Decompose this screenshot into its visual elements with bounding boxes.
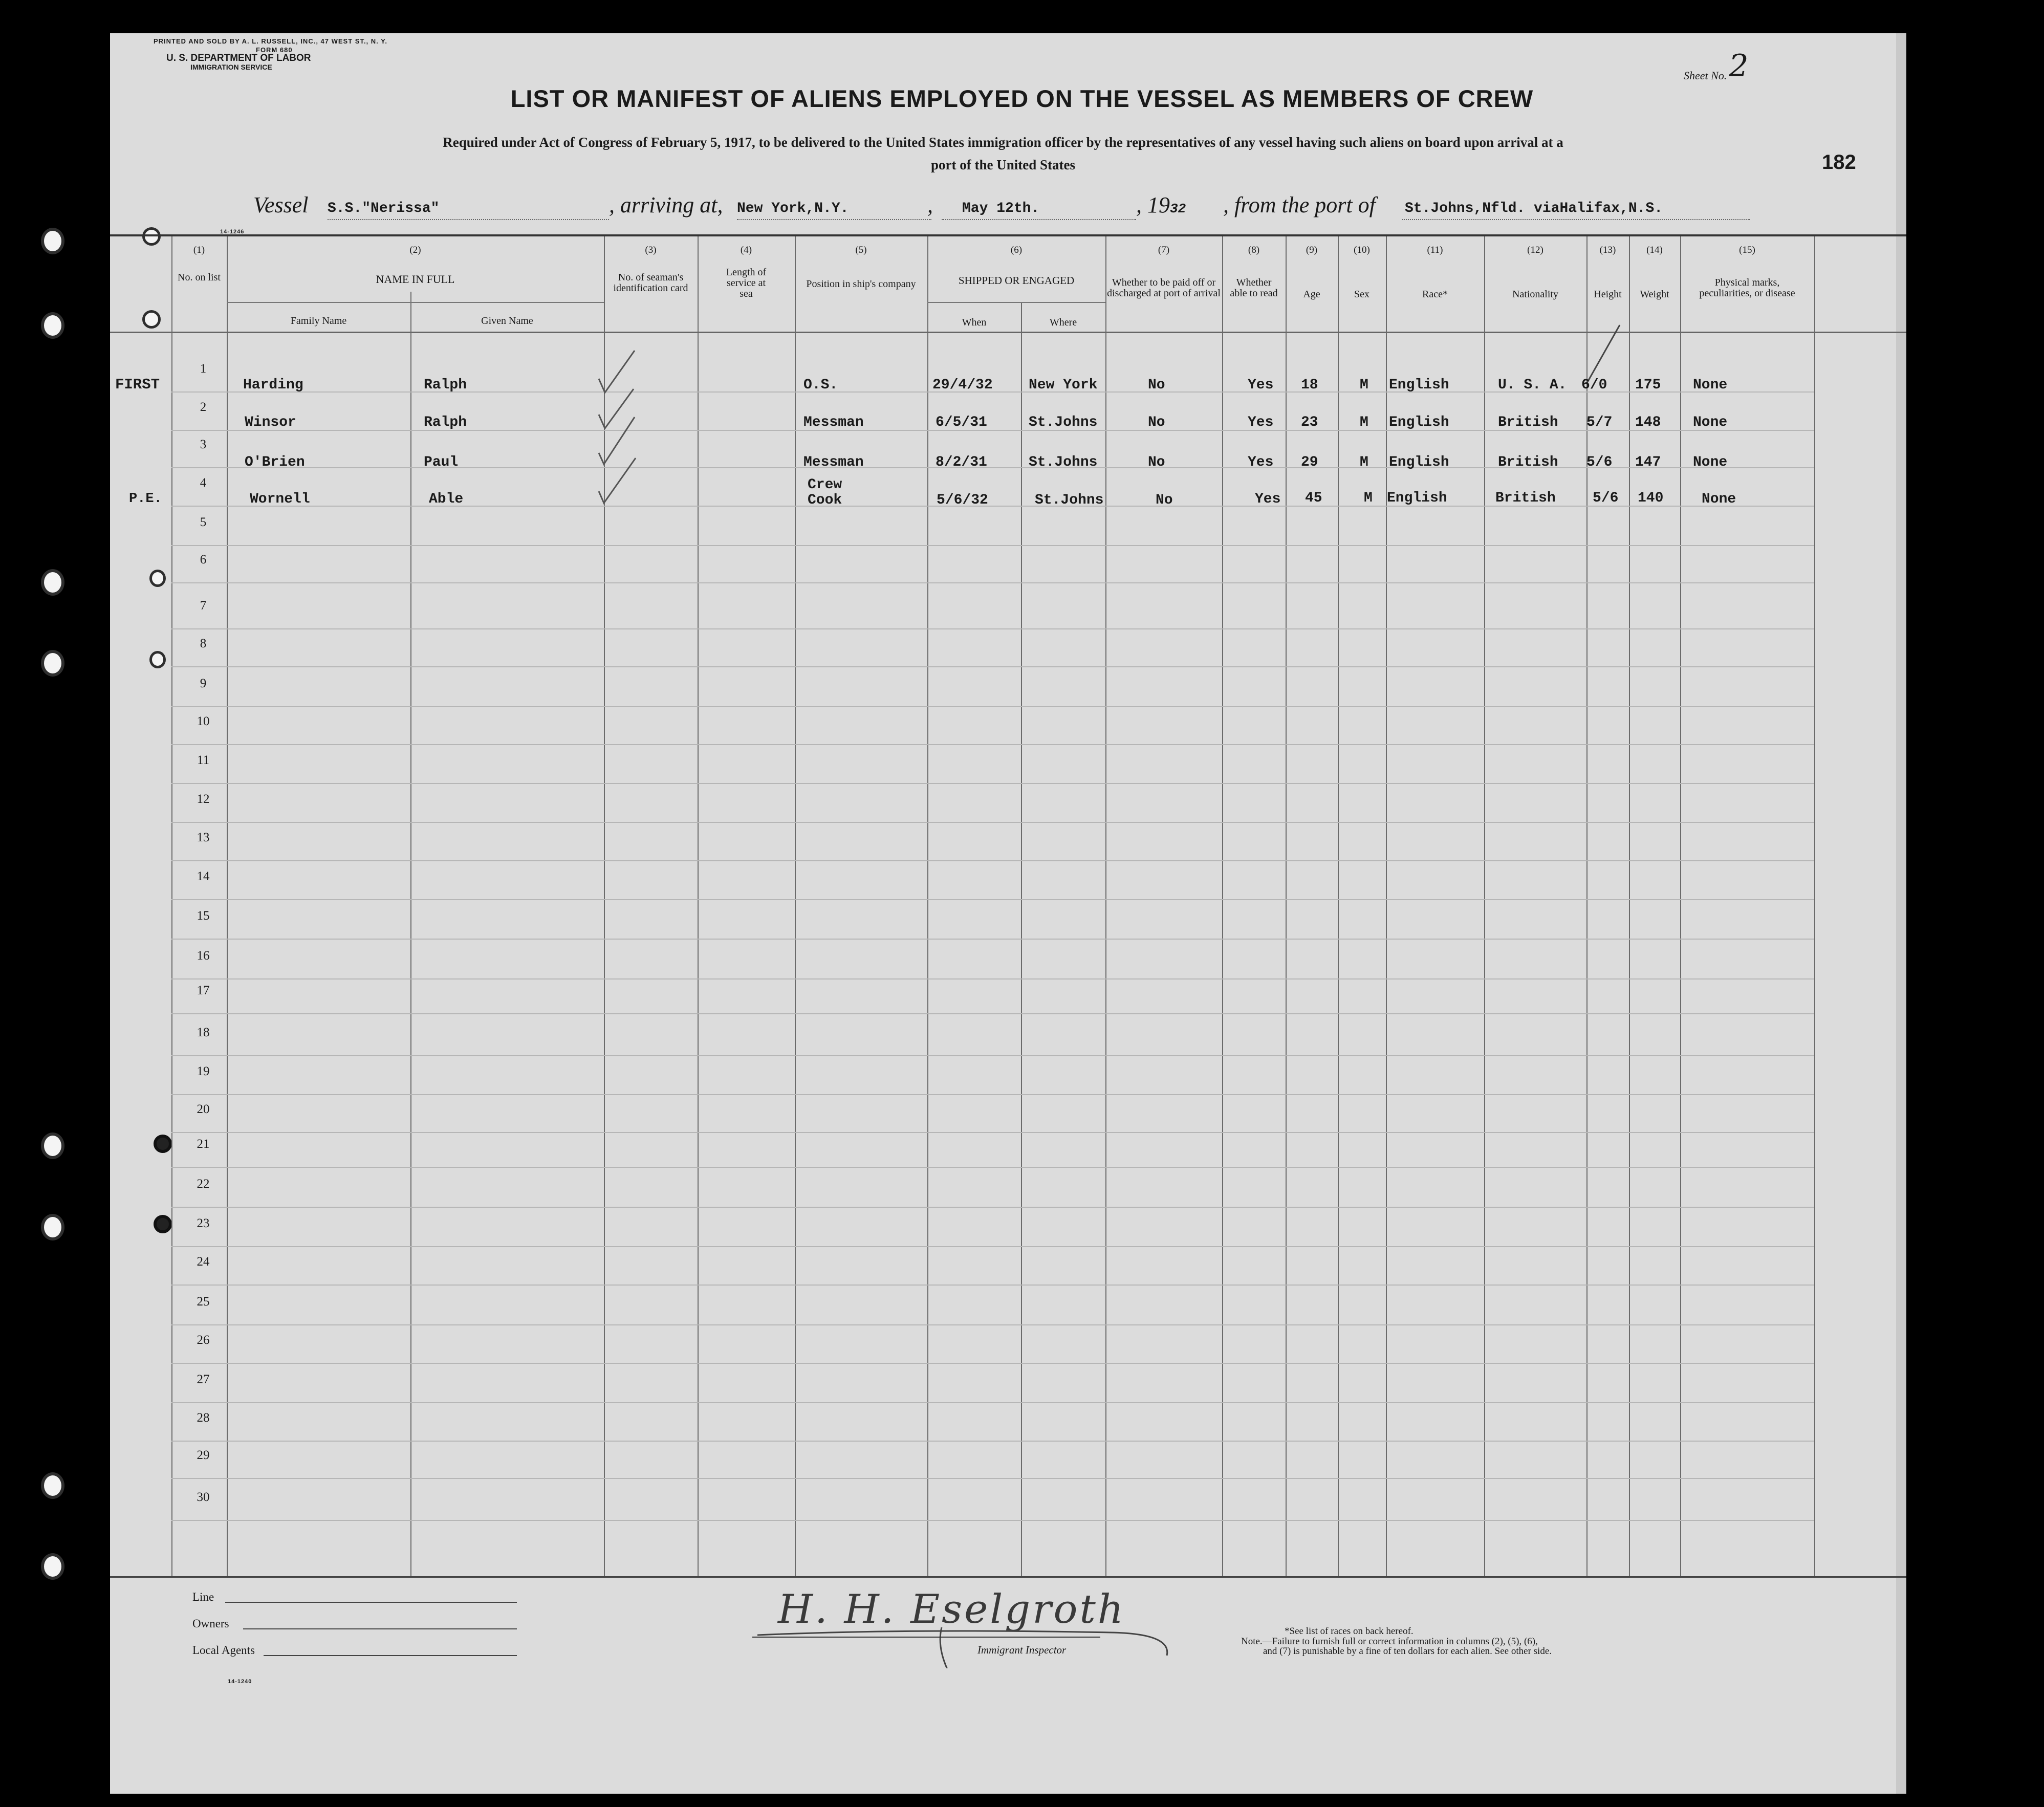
arriving-label: , arriving at, — [609, 192, 723, 217]
footnote-races: *See list of races on back hereof. — [1285, 1626, 1414, 1637]
row-number: 21 — [197, 1137, 210, 1151]
binder-hole — [41, 1553, 64, 1580]
header-length-service: Length of service at sea — [726, 267, 767, 299]
vessel-label: Vessel — [253, 192, 309, 217]
crew-sex: M — [1360, 415, 1368, 430]
checkmark-column — [594, 345, 645, 514]
row-rule — [171, 1402, 1814, 1403]
crew-shipped-when: 6/5/31 — [936, 415, 987, 430]
crew-race: English — [1389, 377, 1449, 393]
form-subtitle-1: Required under Act of Congress of February 5, 1917, to be delivered to the United States immigration officer by the representatives of any vessel having such aliens on board upon arrival at a — [443, 135, 1563, 150]
header-weight: Weight — [1640, 289, 1669, 300]
crew-height: 5/6 — [1593, 490, 1619, 506]
binder-hole — [41, 312, 64, 339]
binder-hole — [142, 227, 161, 246]
header-family-name: Family Name — [290, 315, 347, 326]
row-rule — [171, 783, 1814, 784]
crew-paid-off: No — [1156, 492, 1173, 508]
crew-position-line1: Crew — [808, 477, 842, 493]
row-rule — [171, 1441, 1814, 1442]
crew-age: 23 — [1301, 415, 1318, 430]
row-number: 24 — [197, 1255, 210, 1269]
binder-hole — [41, 569, 64, 596]
row-rule — [171, 628, 1814, 629]
crew-nationality: British — [1498, 415, 1558, 430]
row-number: 5 — [200, 515, 207, 529]
binder-hole — [41, 1214, 64, 1240]
crew-nationality: British — [1495, 490, 1556, 506]
row-number: 9 — [200, 677, 207, 690]
crew-given-name: Ralph — [424, 377, 467, 393]
checkmark — [599, 351, 635, 393]
row-number: 16 — [197, 949, 210, 963]
department: U. S. DEPARTMENT OF LABOR — [166, 53, 311, 63]
form-title: LIST OR MANIFEST OF ALIENS EMPLOYED ON THE VESSEL AS MEMBERS OF CREW — [510, 85, 1534, 112]
crew-paid-off: No — [1148, 454, 1165, 470]
crew-position: Messman — [803, 415, 864, 430]
row-number: 20 — [197, 1102, 210, 1116]
row-rule — [171, 1132, 1814, 1133]
col-num-6: (6) — [1010, 245, 1023, 255]
crew-physical-marks: None — [1693, 415, 1728, 430]
crew-height: 5/7 — [1586, 415, 1613, 430]
row-rule — [171, 1520, 1814, 1521]
col-num-7: (7) — [1158, 245, 1170, 255]
row-number: 18 — [197, 1026, 210, 1039]
row-rule — [171, 1207, 1814, 1208]
crew-shipped-where: St.Johns — [1029, 415, 1098, 430]
page-number: 182 — [1822, 151, 1856, 173]
margin-note-first: FIRST — [115, 376, 160, 393]
row-number: 14 — [197, 869, 210, 883]
col-num-3: (3) — [645, 245, 657, 255]
row-rule — [171, 1324, 1814, 1325]
row-rule — [171, 1013, 1814, 1014]
crew-physical-marks: None — [1702, 491, 1736, 507]
vessel-name: S.S."Nerissa" — [328, 201, 440, 216]
crew-given-name: Paul — [424, 454, 459, 470]
from-label: , from the port of — [1223, 192, 1376, 217]
row-rule — [171, 506, 1814, 507]
footer-agents-label: Local Agents — [192, 1644, 255, 1657]
sheet-number: 2 — [1729, 48, 1749, 84]
crew-position: Messman — [803, 454, 864, 470]
arrival-port: New York,N.Y. — [737, 201, 849, 216]
row-rule — [171, 706, 1814, 707]
header-no-on-list: No. on list — [178, 272, 221, 283]
crew-age: 18 — [1301, 377, 1318, 393]
form-subtitle-2: port of the United States — [931, 157, 1075, 172]
header-physical: Physical marks, peculiarities, or disease — [1699, 277, 1795, 299]
row-rule — [171, 391, 1814, 393]
checkmark — [599, 417, 635, 464]
header-age: Age — [1303, 289, 1320, 300]
row-number: 17 — [197, 984, 210, 997]
crew-able-read: Yes — [1248, 454, 1274, 470]
crew-height: 6/0 — [1581, 377, 1607, 393]
crew-age: 45 — [1305, 490, 1322, 506]
row-rule — [171, 1246, 1814, 1247]
binder-hole — [149, 570, 166, 587]
crew-weight: 140 — [1638, 490, 1664, 506]
col-num-8: (8) — [1248, 245, 1260, 255]
row-rule — [171, 1478, 1814, 1479]
row-number: 10 — [197, 714, 210, 728]
row-number: 23 — [197, 1216, 210, 1230]
crew-able-read: Yes — [1248, 415, 1274, 430]
sheet-number-field — [1684, 48, 1749, 87]
footer-line-label: Line — [192, 1591, 214, 1603]
row-rule — [171, 939, 1814, 940]
header-shipped: SHIPPED OR ENGAGED — [958, 274, 1075, 287]
binder-hole — [41, 650, 64, 677]
col-num-12: (12) — [1527, 245, 1543, 255]
row-number: 8 — [200, 637, 207, 650]
crew-position: O.S. — [803, 377, 838, 393]
binder-hole — [41, 228, 64, 254]
inspector-signature: H. H. Eselgroth — [778, 1586, 1126, 1632]
footer-code: 14-1240 — [228, 1679, 252, 1685]
crew-sex: M — [1360, 377, 1368, 393]
row-number: 12 — [197, 792, 210, 806]
col-num-5: (5) — [855, 245, 867, 255]
crew-race: English — [1387, 490, 1447, 506]
row-number: 26 — [197, 1333, 210, 1347]
form-number: FORM 680 — [256, 46, 293, 54]
binder-hole — [154, 1215, 172, 1233]
crew-weight: 147 — [1635, 454, 1661, 470]
col-num-15: (15) — [1739, 245, 1755, 255]
row-rule — [171, 1363, 1814, 1364]
binder-hole — [41, 1133, 64, 1159]
col-num-11: (11) — [1427, 245, 1443, 255]
header-able-read: Whether able to read — [1230, 277, 1278, 299]
row-rule — [171, 545, 1814, 546]
crew-nationality: British — [1498, 454, 1558, 470]
col-num-10: (10) — [1354, 245, 1370, 255]
printer-line: PRINTED AND SOLD BY A. L. RUSSELL, INC., 47 WEST ST., N. Y. — [154, 37, 387, 45]
crew-shipped-when: 8/2/31 — [936, 454, 987, 470]
crew-age: 29 — [1301, 454, 1318, 470]
crew-family-name: Winsor — [245, 415, 296, 430]
crew-family-name: Wornell — [250, 491, 310, 507]
row-rule — [171, 978, 1814, 979]
paper-edge — [1896, 33, 1906, 1794]
row-number: 22 — [197, 1177, 210, 1191]
header-given-name: Given Name — [481, 315, 533, 326]
row-rule — [171, 899, 1814, 900]
col-num-14: (14) — [1646, 245, 1663, 255]
crew-given-name: Ralph — [424, 415, 467, 430]
binder-hole — [142, 310, 161, 329]
crew-race: English — [1389, 415, 1449, 430]
row-rule — [171, 860, 1814, 861]
departure-port: St.Johns,Nfld. viaHalifax,N.S. — [1405, 201, 1663, 216]
crew-able-read: Yes — [1255, 491, 1281, 507]
small-code: 14-1246 — [220, 229, 245, 235]
crew-race: English — [1389, 454, 1449, 470]
row-number: 19 — [197, 1064, 210, 1078]
header-position: Position in ship's company — [806, 278, 916, 290]
crew-weight: 175 — [1635, 377, 1661, 393]
inspector-label: Immigrant Inspector — [977, 1644, 1067, 1656]
row-rule — [171, 1055, 1814, 1056]
crew-paid-off: No — [1148, 377, 1165, 393]
col-num-2: (2) — [409, 245, 421, 255]
header-when: When — [962, 317, 987, 328]
col-num-13: (13) — [1599, 245, 1616, 255]
crew-weight: 148 — [1635, 415, 1661, 430]
sheet-label: Sheet No. — [1684, 69, 1727, 82]
header-sex: Sex — [1354, 289, 1369, 300]
binder-hole — [41, 1472, 64, 1499]
crew-shipped-where: St.Johns — [1035, 492, 1104, 508]
row-rule — [171, 1094, 1814, 1095]
crew-position-line2: Cook — [808, 492, 842, 508]
row-rule — [171, 430, 1814, 431]
crew-height: 5/6 — [1586, 454, 1613, 470]
row-rule — [171, 1167, 1814, 1168]
header-race: Race* — [1422, 289, 1448, 300]
header-id-card: No. of seaman's identification card — [613, 272, 688, 294]
row-rule — [171, 1285, 1814, 1286]
header-nationality: Nationality — [1512, 289, 1558, 300]
col-num-1: (1) — [193, 245, 205, 255]
row-rule — [171, 666, 1814, 667]
row-number: 27 — [197, 1373, 210, 1386]
year-prefix: , 19 — [1136, 192, 1170, 217]
row-number: 1 — [200, 362, 207, 376]
binder-hole — [149, 651, 166, 668]
col-num-4: (4) — [740, 245, 752, 255]
crew-family-name: Harding — [243, 377, 303, 393]
row-number: 7 — [200, 599, 207, 613]
binder-hole — [154, 1135, 172, 1153]
row-rule — [171, 822, 1814, 823]
crew-shipped-when: 29/4/32 — [932, 377, 993, 393]
row-number: 3 — [200, 438, 207, 451]
service: IMMIGRATION SERVICE — [190, 63, 272, 71]
row-number: 13 — [197, 831, 210, 844]
row-number: 11 — [197, 753, 210, 767]
crew-able-read: Yes — [1248, 377, 1274, 393]
col-num-9: (9) — [1306, 245, 1318, 255]
row-number: 25 — [197, 1295, 210, 1309]
row-rule — [171, 744, 1814, 745]
row-number: 30 — [197, 1490, 210, 1504]
row-number: 15 — [197, 909, 210, 923]
crew-nationality: U. S. A. — [1498, 377, 1567, 393]
header-paid-off: Whether to be paid off or discharged at port of arrival — [1107, 277, 1221, 299]
header-where: Where — [1049, 317, 1077, 328]
row-rule — [171, 582, 1814, 583]
header-height: Height — [1594, 289, 1622, 300]
crew-family-name: O'Brien — [245, 454, 305, 470]
crew-shipped-when: 5/6/32 — [937, 492, 988, 508]
year-suffix: 32 — [1170, 201, 1186, 216]
footnote-penalty-2: and (7) is punishable by a fine of ten dollars for each alien. See other side. — [1263, 1646, 1552, 1657]
header-name-in-full: NAME IN FULL — [376, 273, 455, 286]
crew-sex: M — [1360, 454, 1368, 470]
row-number: 29 — [197, 1448, 210, 1462]
crew-sex: M — [1364, 490, 1373, 506]
row-number: 6 — [200, 553, 207, 567]
crew-physical-marks: None — [1693, 377, 1728, 393]
signature-flourish — [752, 1597, 1182, 1668]
footer-owners-label: Owners — [192, 1617, 229, 1630]
row-number: 28 — [197, 1411, 210, 1425]
crew-shipped-where: New York — [1029, 377, 1098, 393]
crew-given-name: Able — [429, 491, 464, 507]
row-rule — [171, 467, 1814, 468]
margin-note-pe: P.E. — [129, 491, 162, 507]
crew-physical-marks: None — [1693, 454, 1728, 470]
footnote-penalty-1: Note.—Failure to furnish full or correct information in columns (2), (5), (6), — [1241, 1636, 1538, 1647]
crew-paid-off: No — [1148, 415, 1165, 430]
checkmark — [599, 389, 634, 428]
crew-shipped-where: St.Johns — [1029, 454, 1098, 470]
row-number: 4 — [200, 476, 207, 490]
arrival-date: May 12th. — [962, 201, 1040, 216]
row-number: 2 — [200, 400, 207, 414]
